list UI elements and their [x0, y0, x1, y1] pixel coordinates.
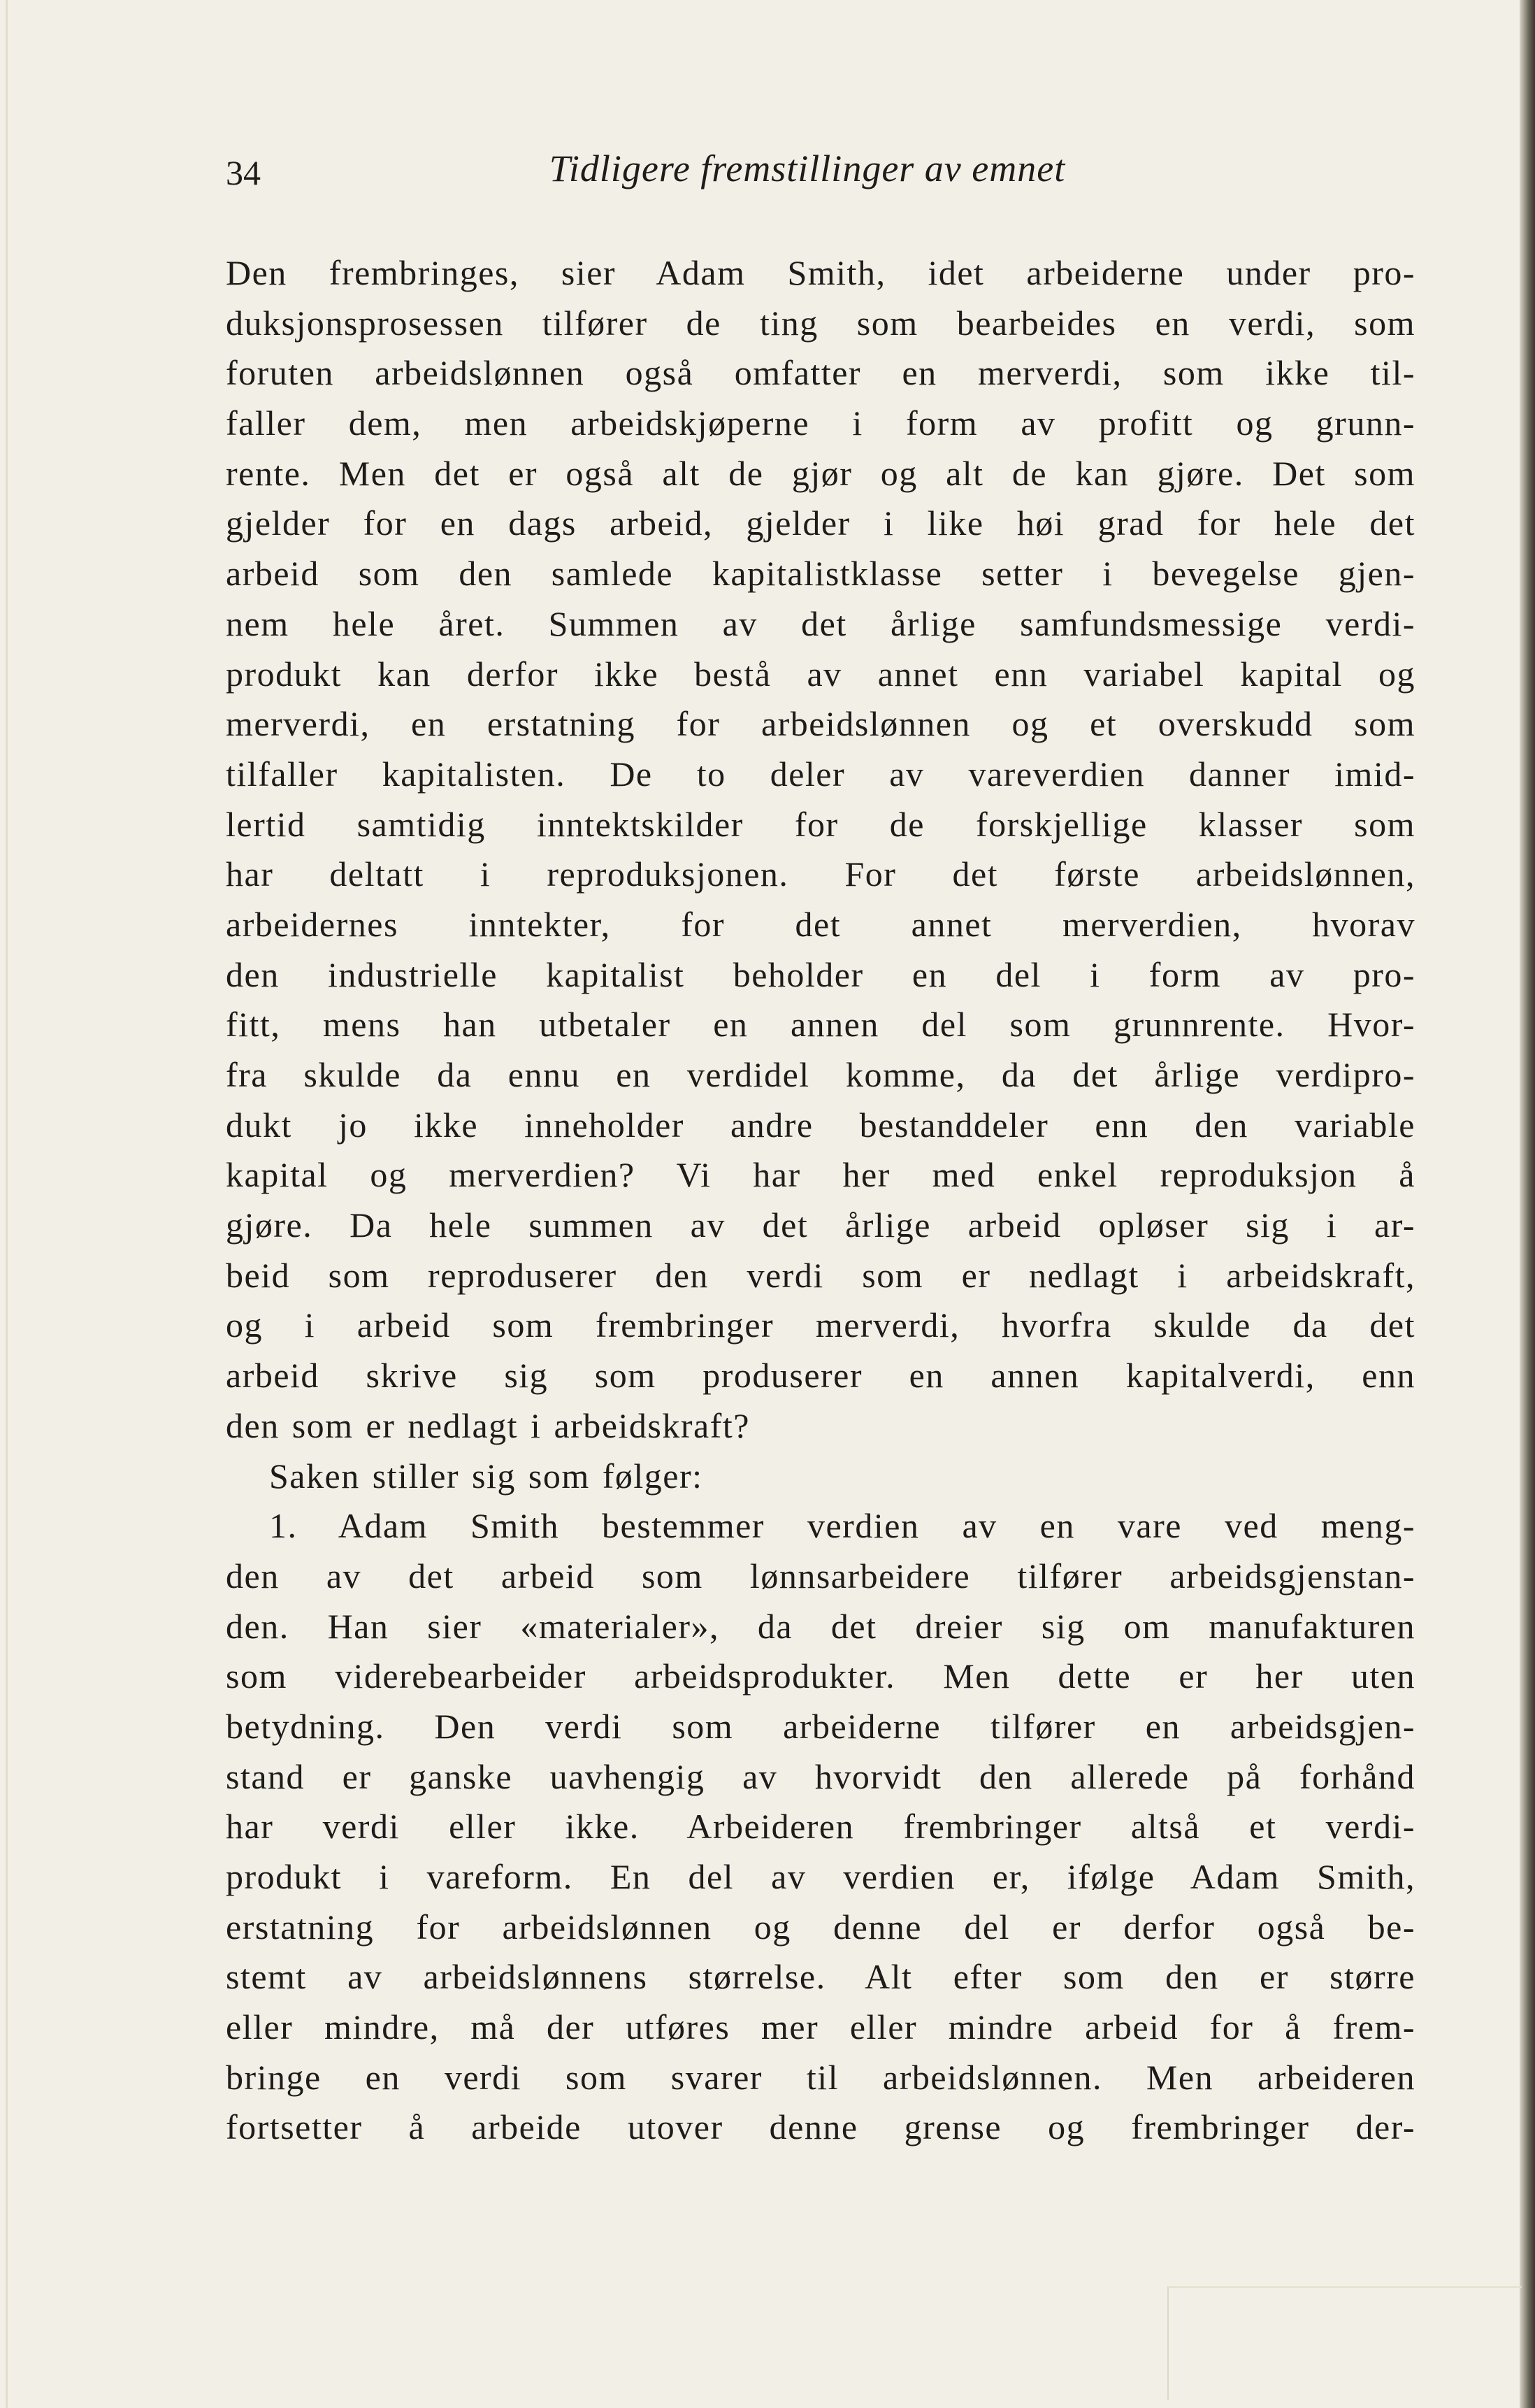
text-line: Den frembringes, sier Adam Smith, idet arbeiderne under pro- [226, 253, 1415, 292]
page-right-edge-shadow [1520, 0, 1535, 2408]
scan-corner-mark [1167, 2286, 1522, 2400]
text-line: faller dem, men arbeidskjøperne i form av profitt og grunn- [226, 403, 1415, 443]
running-title: Tidligere fremstillinger av emnet [549, 148, 1066, 189]
text-line: den av det arbeid som lønnsarbeidere tilfører arbeidsgjenstan- [226, 1556, 1415, 1596]
text-line: den industrielle kapitalist beholder en del i form av pro- [226, 954, 1415, 994]
text-line: betydning. Den verdi som arbeiderne tilfører en arbeidsgjen- [226, 1706, 1415, 1746]
text-line: stemt av arbeidslønnens størrelse. Alt efter som den er større [226, 1957, 1415, 1997]
text-line: dukt jo ikke inneholder andre bestanddeler enn den variable [226, 1105, 1415, 1145]
text-line: duksjonsprosessen tilfører de ting som bearbeides en verdi, som [226, 303, 1415, 343]
text-line: erstatning for arbeidslønnen og denne del er derfor også be- [226, 1907, 1415, 1947]
text-line: fitt, mens han utbetaler en annen del som grunnrente. Hvor- [226, 1005, 1415, 1045]
text-line: bringe en verdi som svarer til arbeidslønnen. Men arbeideren [226, 2057, 1415, 2097]
text-line: gjøre. Da hele summen av det årlige arbeid opløser sig i ar- [226, 1205, 1415, 1245]
text-line: som viderebearbeider arbeidsprodukter. Men dette er her uten [226, 1656, 1415, 1696]
text-line: produkt i vareform. En del av verdien er, ifølge Adam Smith, [226, 1857, 1415, 1896]
text-line: fortsetter å arbeide utover denne grense og frembringer der- [226, 2107, 1415, 2147]
text-line: merverdi, en erstatning for arbeidslønnen og et overskudd som [226, 704, 1415, 744]
text-line: produkt kan derfor ikke bestå av annet enn variabel kapital og [226, 654, 1415, 694]
text-line: gjelder for en dags arbeid, gjelder i like høi grad for hele det [226, 503, 1415, 543]
page-number: 34 [226, 153, 261, 192]
paragraph [226, 1501, 1415, 2153]
text-line: beid som reproduserer den verdi som er nedlagt i arbeidskraft, [226, 1255, 1415, 1295]
text-line: tilfaller kapitalisten. De to deler av vareverdien danner imid- [226, 754, 1415, 794]
text-line: kapital og merverdien? Vi har her med enkel reproduksjon å [226, 1155, 1415, 1195]
text-line: Saken stiller sig som følger: [269, 1456, 703, 1496]
text-line: foruten arbeidslønnen også omfatter en merverdi, som ikke til- [226, 353, 1415, 393]
text-line: lertid samtidig inntektskilder for de forskjellige klasser som [226, 804, 1415, 844]
text-line: og i arbeid som frembringer merverdi, hvorfra skulde da det [226, 1305, 1415, 1345]
paragraph [226, 248, 1415, 1452]
text-line: stand er ganske uavhengig av hvorvidt den allerede på forhånd [226, 1756, 1415, 1796]
text-line: den som er nedlagt i arbeidskraft? [226, 1405, 750, 1445]
text-line: arbeid skrive sig som produserer en annen kapitalverdi, enn [226, 1356, 1415, 1396]
text-line: den. Han sier «materialer», da det dreier sig om manufakturen [226, 1606, 1415, 1646]
text-line: nem hele året. Summen av det årlige samfundsmessige verdi- [226, 603, 1415, 643]
text-line: har verdi eller ikke. Arbeideren frembringer altså et verdi- [226, 1807, 1415, 1847]
text-line: rente. Men det er også alt de gjør og alt de kan gjøre. Det som [226, 453, 1415, 493]
page-left-edge [6, 0, 8, 2408]
text-line: arbeidernes inntekter, for det annet merverdien, hvorav [226, 904, 1415, 944]
text-line: eller mindre, må der utføres mer eller mindre arbeid for å frem- [226, 2007, 1415, 2047]
body-text [226, 248, 1415, 2153]
text-line: fra skulde da ennu en verdidel komme, da det årlige verdipro- [226, 1055, 1415, 1094]
text-line: arbeid som den samlede kapitalistklasse setter i bevegelse gjen- [226, 554, 1415, 594]
text-line: har deltatt i reproduksjonen. For det første arbeidslønnen, [226, 854, 1415, 894]
text-line: 1. Adam Smith bestemmer verdien av en vare ved meng- [269, 1506, 1415, 1546]
paragraph [226, 1452, 1415, 1502]
